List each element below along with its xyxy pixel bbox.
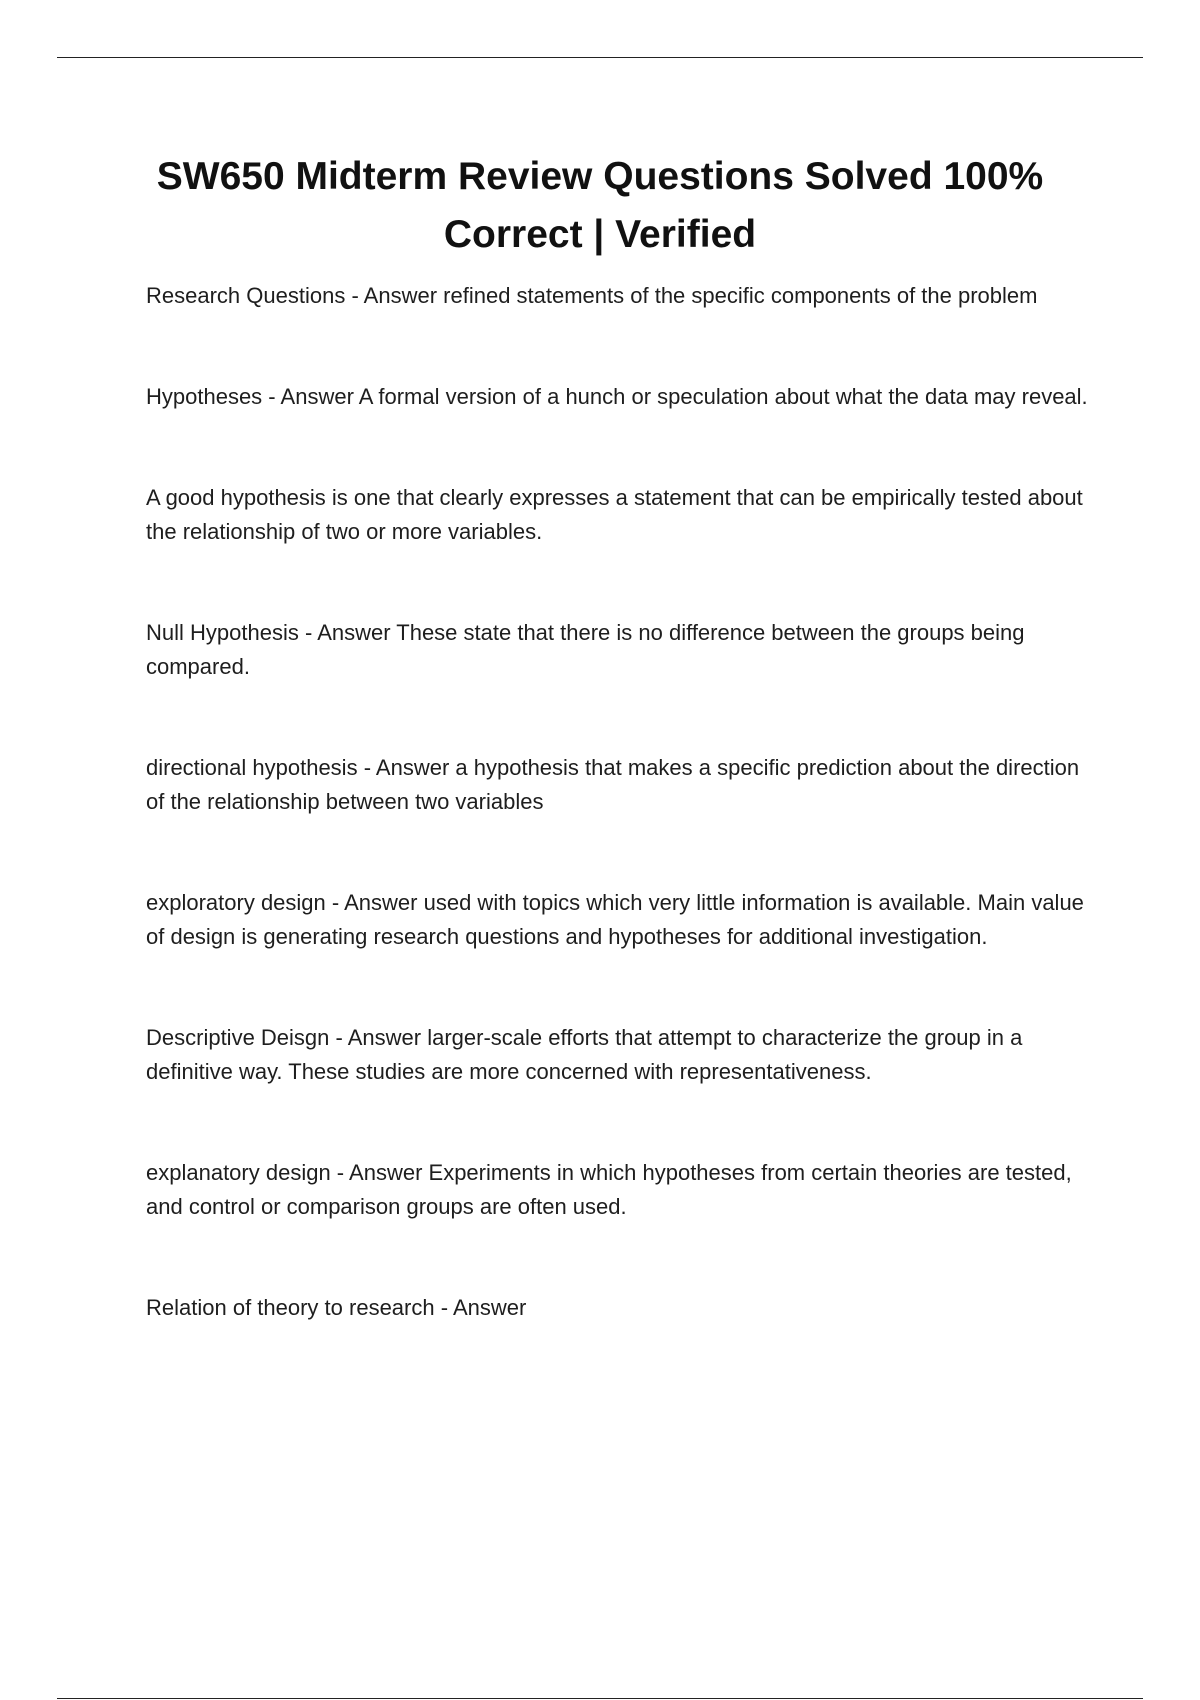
qa-answer: A formal version of a hunch or speculation about what the data may reveal. [358,384,1088,409]
qa-item-hypotheses [146,380,1096,414]
qa-statement: A good hypothesis is one that clearly expresses a statement that can be empirically tested about the relationship of two or more variables. [146,485,1083,544]
answer-keyword: Answer [347,1025,422,1050]
qa-item-explanatory-design [146,1156,1096,1224]
qa-item-research-questions [146,279,1096,313]
qa-item-descriptive-design [146,1021,1096,1089]
qa-item-exploratory-design [146,886,1096,954]
qa-answer: larger-scale efforts that attempt to characterize the group in a definitive way. These studies are more concerned with representativeness. [146,1025,1023,1084]
bottom-rule [57,1698,1143,1699]
qa-answer: used with topics which very little information is available. Main value of design is generating research questions and hypotheses for additional investigation. [146,890,1084,949]
qa-answer: These state that there is no difference between the groups being compared. [146,620,1025,679]
answer-keyword: Answer [317,620,391,645]
qa-list [146,279,1096,1392]
answer-keyword: Answer [280,384,354,409]
qa-item-directional-hypothesis [146,751,1096,819]
qa-term: Research Questions [146,283,346,308]
qa-term: exploratory design [146,890,326,915]
qa-term: Null Hypothesis [146,620,299,645]
title-line-2: Correct | Verified [443,213,757,256]
answer-keyword: Answer [363,283,438,308]
qa-answer: refined statements of the specific components of the problem [443,283,1038,308]
qa-term: Relation of theory to research [146,1295,435,1320]
qa-item-null-hypothesis [146,616,1096,684]
document-title [100,148,1100,264]
qa-answer: Experiments in which hypotheses from certain theories are tested, and control or comparison groups are often used. [146,1160,1072,1219]
title-line-1: SW650 Midterm Review Questions Solved 100% [156,155,1044,198]
answer-keyword: Answer [375,755,450,780]
qa-item-good-hypothesis [146,481,1096,549]
answer-keyword: Answer [452,1295,527,1320]
qa-term: explanatory design [146,1160,331,1185]
qa-term: directional hypothesis [146,755,358,780]
top-rule [57,57,1143,58]
answer-keyword: Answer [349,1160,423,1185]
qa-answer: a hypothesis that makes a specific prediction about the direction of the relationship between two variables [146,755,1080,814]
qa-item-relation-of-theory [146,1291,1096,1325]
answer-keyword: Answer [344,890,418,915]
qa-term: Hypotheses [146,384,263,409]
qa-term: Descriptive Deisgn [146,1025,330,1050]
